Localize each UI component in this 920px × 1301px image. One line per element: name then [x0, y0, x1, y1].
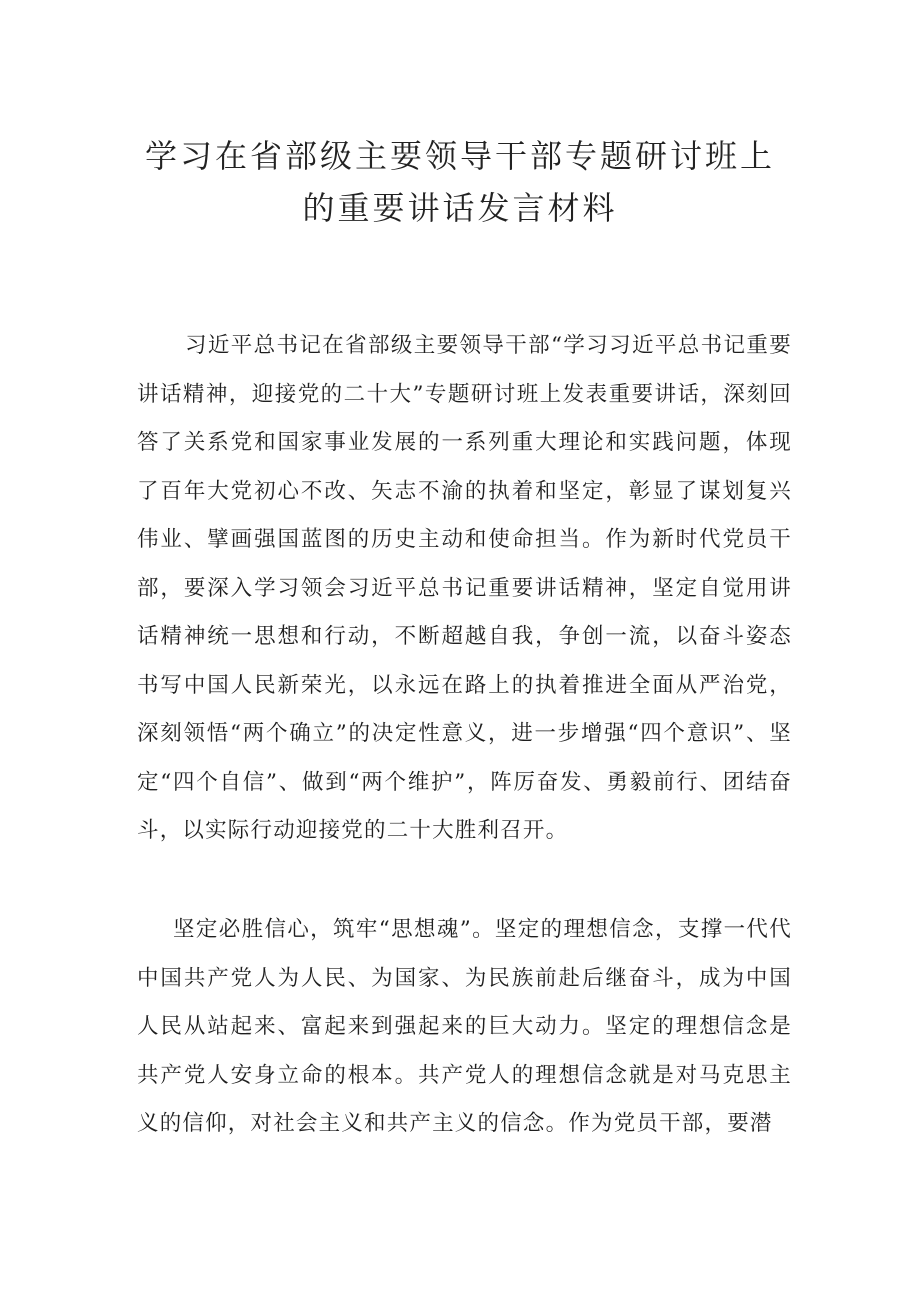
document-title-line2: 的重要讲话发言材料: [302, 189, 618, 227]
document-title-line1: 学习在省部级主要领导干部专题研讨班上: [144, 137, 775, 175]
body-paragraph-2: 坚定必胜信心，筑牢“思想魂”。坚定的理想信念，支撑一代代中国共产党人为人民、为国家、为民族前赴后继奋斗，成为中国人民从站起来、富起来到强起来的巨大动力。坚定的理想信念是共产党人安身立命的根本。共产党人的理想信念就是对马克思主义的信仰，对社会主义和共产主义的信念。作为党员干部，要潜: [137, 917, 792, 1136]
body-paragraph-1: 习近平总书记在省部级主要领导干部“学习习近平总书记重要讲话精神，迎接党的二十大”专题研讨班上发表重要讲话，深刻回答了关系党和国家事业发展的一系列重大理论和实践问题，体现了百年大党初心不改、矢志不渝的执着和坚定，彰显了谋划复兴伟业、擘画强国蓝图的历史主动和使命担当。作为新时代党员干部，要深入学习领会习近平总书记重要讲话精神，坚定自觉用讲话精神统一思想和行动，不断超越自我，争创一流，以奋斗姿态书写中国人民新荣光，以永远在路上的执着推进全面从严治党，深刻领悟“两个确立”的决定性意义，进一步增强“四个意识”、坚定“四个自信”、做到“两个维护”，阵厉奋发、勇毅前行、团结奋斗，以实际行动迎接党的二十大胜利召开。: [137, 333, 792, 843]
